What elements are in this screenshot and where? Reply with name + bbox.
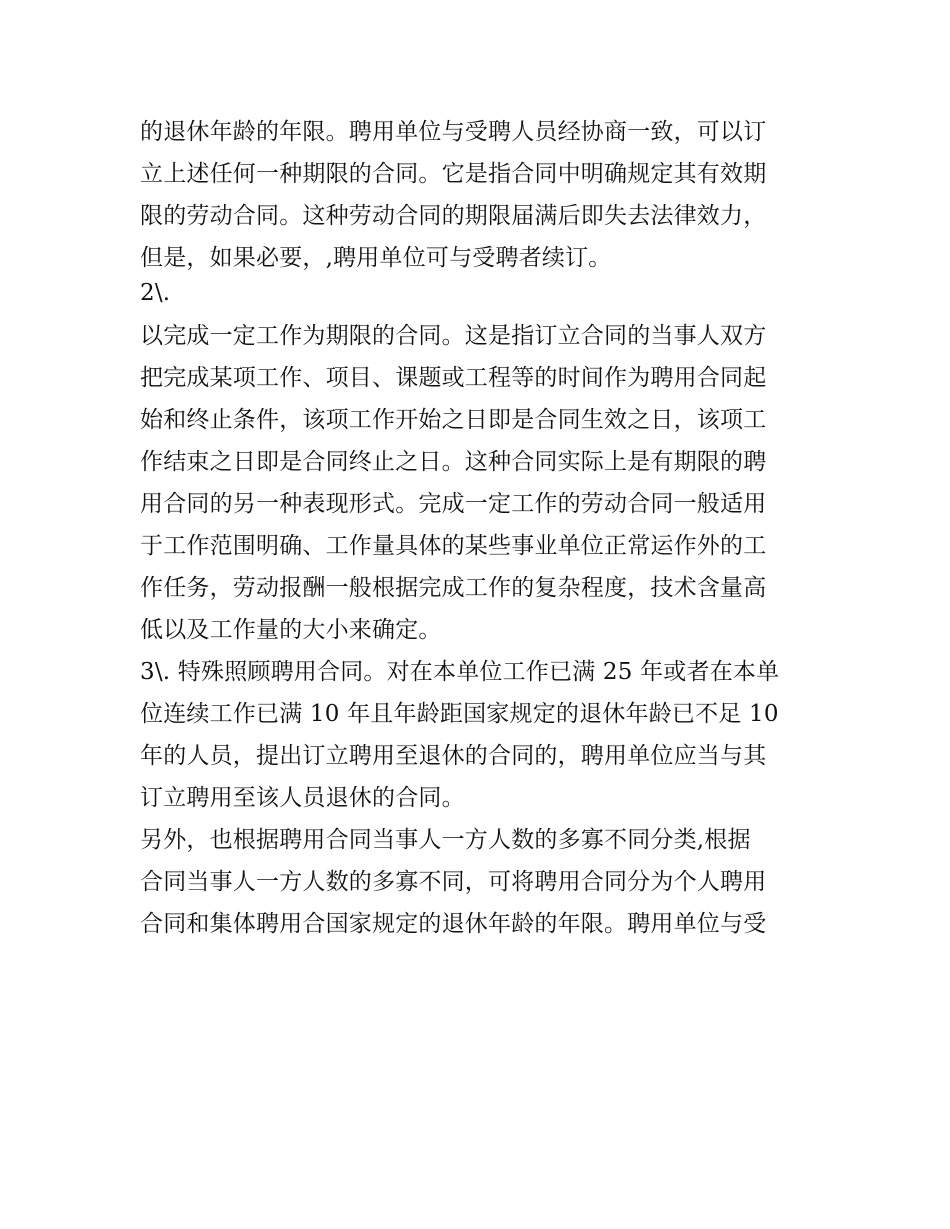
text-line-12: 作任务，劳动报酬一般根据完成工作的复杂程度，技术含量高 [140, 575, 767, 601]
text-line-10: 用合同的另一种表现形式。完成一定工作的劳动合同一般适用 [140, 491, 767, 517]
text-line-13: 低以及工作量的大小来确定。 [140, 617, 442, 643]
text-line-1: 的退休年龄的年限。聘用单位与受聘人员经协商一致，可以订 [140, 119, 767, 145]
text-line-20: 合同和集体聘用合国家规定的退休年龄的年限。聘用单位与受 [140, 911, 767, 937]
text-line-8: 始和终止条件，该项工作开始之日即是合同生效之日，该项工 [140, 407, 767, 433]
text-line-4: 但是，如果必要，,聘用单位可与受聘者续订。 [140, 245, 612, 271]
text-line-16: 年的人员，提出订立聘用至退休的合同的，聘用单位应当与其 [140, 743, 767, 769]
text-line-9: 作结束之日即是合同终止之日。这种合同实际上是有期限的聘 [140, 449, 767, 475]
text-line-7: 把完成某项工作、项目、课题或工程等的时间作为聘用合同起 [140, 365, 767, 391]
text-line-19: 合同当事人一方人数的多寡不同，可将聘用合同分为个人聘用 [140, 869, 767, 895]
text-line-6: 以完成一定工作为期限的合同。这是指订立合同的当事人双方 [140, 323, 767, 349]
text-line-2: 立上述任何一种期限的合同。它是指合同中明确规定其有效期 [140, 161, 767, 187]
document-body [140, 112, 820, 944]
text-line-11: 于工作范围明确、工作量具体的某些事业单位正常运作外的工 [140, 533, 767, 559]
text-line-17: 订立聘用至该人员退休的合同。 [140, 785, 465, 811]
text-line-15: 位连续工作已满 10 年且年龄距国家规定的退休年龄已不足 10 [140, 701, 779, 727]
text-line-3: 限的劳动合同。这种劳动合同的期限届满后即失去法律效力， [140, 203, 767, 229]
text-line-14: 3\. 特殊照顾聘用合同。对在本单位工作已满 25 年或者在本单 [140, 659, 780, 685]
text-line-5: 2\. [140, 280, 171, 306]
text-line-18: 另外，也根据聘用合同当事人一方人数的多寡不同分类,根据 [140, 827, 751, 853]
